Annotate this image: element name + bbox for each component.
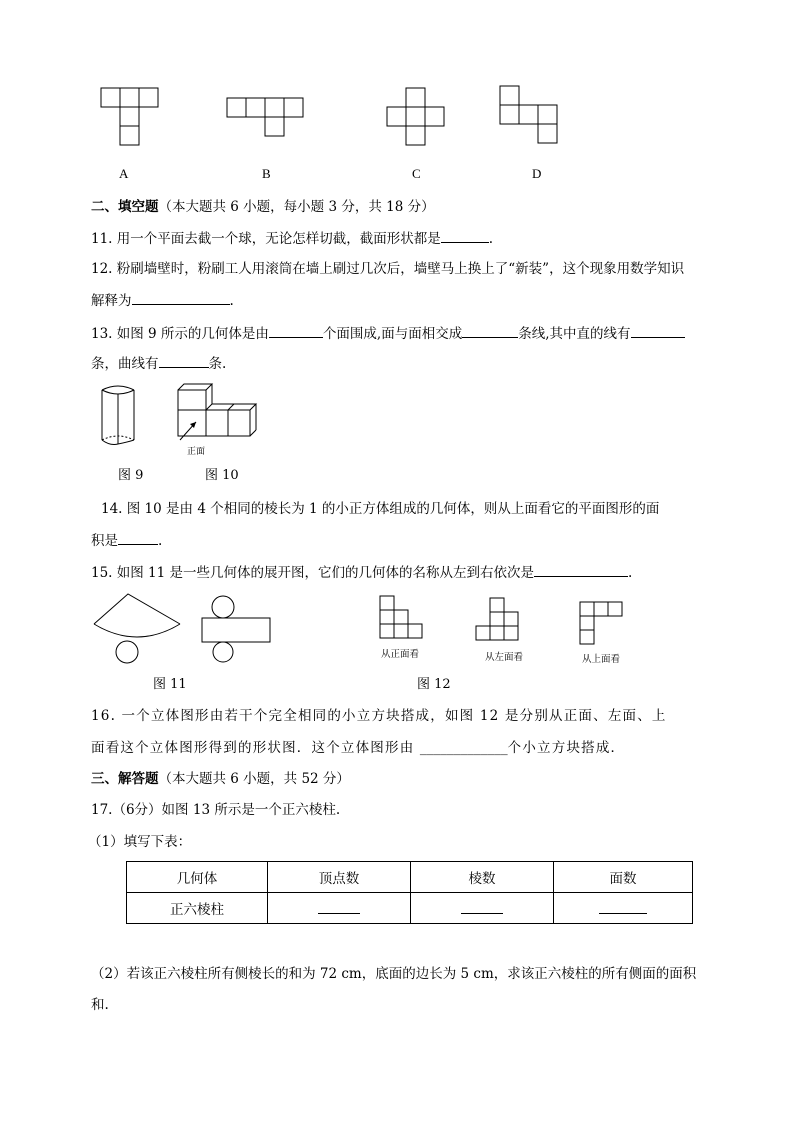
q14-end: . [158, 533, 163, 549]
q13-part2: 个面围成,面与面相交成 [322, 326, 463, 342]
net-label-a: A [119, 166, 129, 181]
question-14-line1: 14. 图 10 是由 4 个相同的棱长为 1 的小正方体组成的几何体，则从上面看它的平面图形的面 [101, 501, 660, 517]
view-label-top: 从上面看 [582, 654, 621, 665]
question-17-part2-line2: 和. [91, 997, 109, 1013]
net-b [227, 98, 303, 136]
figure-12-caption: 图 12 [417, 677, 451, 692]
q13-part4: 条，曲线有 [91, 356, 159, 372]
table-row [127, 893, 693, 924]
section3-note: （本大题共 6 小题，共 52 分） [158, 771, 350, 787]
q16-line2-end: 个小立方块搭成． [507, 740, 626, 756]
question-17-intro: 17.（6分）如图 13 所示是一个正六棱柱. [91, 802, 341, 818]
table-cell-faces[interactable] [554, 893, 693, 924]
net-c [387, 88, 444, 145]
net-label-c: C [412, 166, 421, 181]
section3-title: 三、解答题 [91, 771, 159, 787]
figure-11-solid-nets [88, 588, 288, 666]
q13-part3: 条线,其中直的线有 [518, 326, 631, 342]
q15-end: . [628, 565, 633, 581]
q12-end: . [229, 293, 234, 309]
net-label-b: B [262, 166, 271, 181]
q13-blank-faces[interactable] [269, 323, 323, 338]
q15-text: 15. 如图 11 是一些几何体的展开图，它们的几何体的名称从左到右依次是 [91, 565, 535, 581]
table-cell-solid: 正六棱柱 [127, 893, 268, 924]
figure-9-half-cylinder [94, 382, 146, 460]
q13-blank-lines[interactable] [462, 323, 518, 338]
vertices-blank[interactable] [318, 899, 360, 914]
table-cell-vertices[interactable] [268, 893, 411, 924]
q13-part5: 条. [208, 356, 227, 372]
question-17-part1: （1）填写下表： [88, 834, 192, 850]
section3-heading [91, 769, 350, 789]
question-17-part2-line1: （2）若该正六棱柱所有侧棱长的和为 72 cm，底面的边长为 5 cm，求该正六棱柱的所有侧面的面积 [91, 966, 697, 982]
cube-nets-figure [95, 82, 575, 152]
q11-answer-blank[interactable] [441, 228, 489, 243]
table-header-cell: 面数 [554, 862, 693, 893]
view-label-front: 从正面看 [381, 649, 420, 660]
edges-blank[interactable] [461, 899, 503, 914]
net-d [500, 86, 557, 143]
figure-10-caption: 图 10 [205, 468, 239, 483]
figure-10-front-label: 正面 [187, 447, 206, 457]
table-header-row [127, 862, 693, 893]
question-13-line1 [91, 323, 685, 344]
question-15 [91, 562, 632, 583]
question-16-line2 [91, 738, 625, 758]
q11-text: 11. 用一个平面去截一个球，无论怎样切截，截面形状都是 [91, 231, 441, 247]
q13-blank-curved[interactable] [159, 353, 209, 368]
q16-answer-blank[interactable]: _____________ [419, 740, 508, 756]
section2-title: 二、填空题 [91, 199, 159, 215]
view-label-left: 从左面看 [485, 652, 524, 663]
q15-answer-blank[interactable] [534, 562, 628, 577]
table-header-cell: 几何体 [127, 862, 268, 893]
q13-part1: 13. 如图 9 所示的几何体是由 [91, 326, 269, 342]
question-12-line1: 12. 粉刷墙壁时，粉刷工人用滚筒在墙上刷过几次后，墙壁马上换上了“新装”，这个现象用数学知识 [91, 261, 685, 277]
q12-line2-text: 解释为 [91, 293, 132, 309]
net-label-d: D [532, 166, 542, 181]
q12-answer-blank[interactable] [132, 290, 230, 305]
table-header-cell: 顶点数 [268, 862, 411, 893]
question-14-line2 [91, 530, 162, 551]
figure-9-caption: 图 9 [118, 468, 144, 483]
faces-blank[interactable] [599, 899, 647, 914]
q16-line2-text: 面看这个立体图形得到的形状图．这个立体图形由 [91, 740, 415, 756]
view-top [580, 602, 622, 644]
q11-end: . [488, 231, 494, 247]
figure-11-caption: 图 11 [153, 677, 187, 692]
question-16-line1: 16. 一个立体图形由若干个完全相同的小立方块搭成，如图 12 是分别从正面、左面、上 [91, 708, 667, 724]
view-front [380, 596, 422, 638]
net-a [101, 88, 158, 145]
q17-table [126, 861, 693, 924]
table-header-cell: 棱数 [411, 862, 554, 893]
view-left [476, 598, 518, 640]
question-11 [91, 228, 493, 249]
q13-blank-straight[interactable] [631, 323, 685, 338]
q14-line2-text: 积是 [91, 533, 118, 549]
figure-10-cube-solid [170, 380, 266, 462]
table-cell-edges[interactable] [411, 893, 554, 924]
section2-heading [91, 197, 435, 217]
q14-answer-blank[interactable] [118, 530, 158, 545]
question-12-line2 [91, 290, 234, 311]
question-13-line2 [91, 353, 226, 374]
section2-note: （本大题共 6 小题，每小题 3 分，共 18 分） [158, 199, 435, 215]
